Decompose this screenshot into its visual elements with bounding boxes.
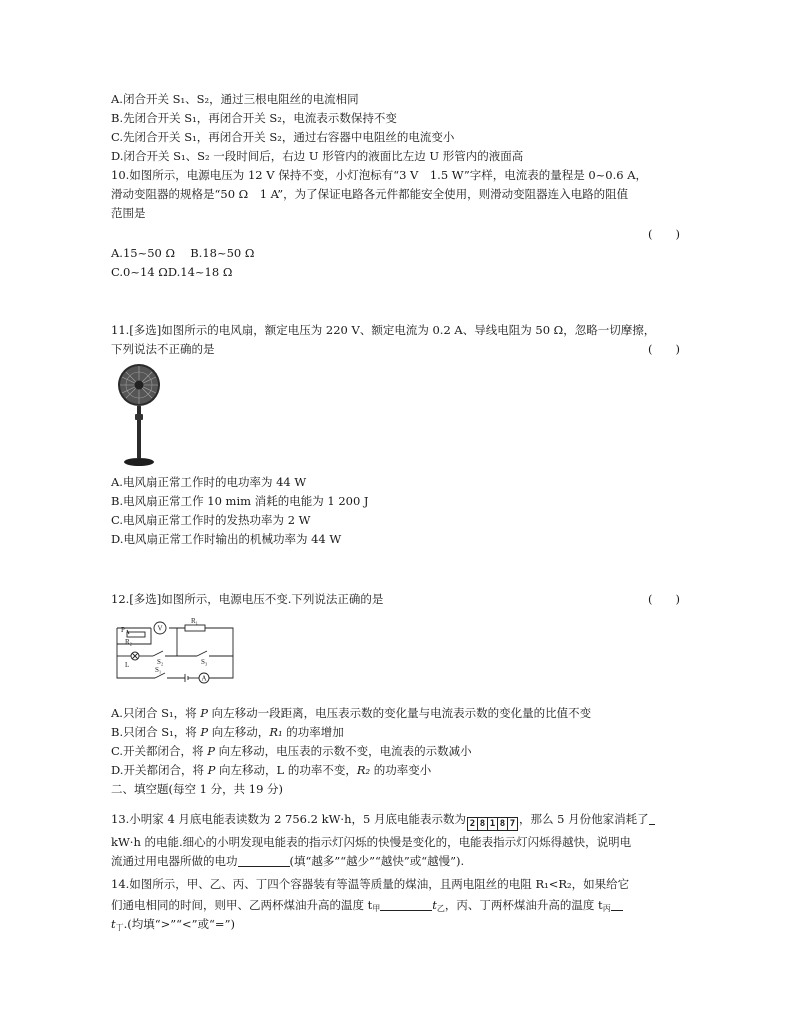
q11-option-b: B.电风扇正常工作 10 mim 消耗的电能为 1 200 J [111, 494, 369, 508]
q9-option-d: D.闭合开关 S₁、S₂ 一段时间后，右边 U 形管内的液面比左边 U 形管内的液面高 [111, 149, 524, 163]
section-fill-in-title: 二、填空题(每空 1 分，共 19 分) [111, 782, 284, 796]
q13-stem-line2: kW·h 的电能.细心的小明发现电能表的指示灯闪烁的快慢是变化的，电能表指示灯闪烁得越快，说明电 [111, 835, 632, 849]
q14-stem-line3: $t_丁$.(均填“>”“<”或“=”) [111, 917, 235, 932]
q11-answer-paren: ( ) [648, 342, 680, 356]
r2-label: R₂ [125, 638, 133, 646]
q12-option-d: D.开关都闭合，将 P 向左移动，L 的功率不变，R₂ 的功率变小 [111, 763, 432, 777]
q11-stem-line1: 11.[多选]如图所示的电风扇，额定电压为 220 V、额定电流为 0.2 A、导线电阻为 50 Ω，忽略一切摩擦， [111, 323, 656, 337]
q13-stem-line1: 13.小明家 4 月底电能表读数为 2 756.2 kW·h，5 月底电能表示数为 2 8 1 8 7 ，那么 5 月份他家消耗了 [111, 810, 655, 831]
lamp-l-label: L [125, 661, 130, 669]
slider-p-label: P [121, 626, 125, 634]
switch-s1-label: S₁ [155, 666, 162, 674]
q12-option-a: A.只闭合 S₁，将 P 向左移动一段距离，电压表示数的变化量与电流表示数的变化量的比值不变 [111, 706, 592, 720]
q14-stem-line2: 们通电相同的时间，则甲、乙两杯煤油升高的温度 $t_甲$ $t_乙$，丙、丁两杯煤油升高的温度 $t_丙$ [111, 896, 623, 914]
switch-s2-label: S₂ [157, 658, 164, 666]
q13-blank-1[interactable] [649, 812, 655, 825]
ammeter-label: A [201, 674, 207, 683]
circuit-diagram [111, 614, 237, 694]
q10-stem-line1: 10.如图所示，电源电压为 12 V 保持不变，小灯泡标有“3 V 1.5 W”字样，电流表的量程是 0~0.6 A， [111, 168, 648, 182]
q12-option-b: B.只闭合 S₁，将 P 向左移动，R₁ 的功率增加 [111, 725, 344, 739]
q10-options-cd: C.0~14 ΩD.14~18 Ω [111, 265, 233, 279]
q9-option-b: B.先闭合开关 S₁，再闭合开关 S₂，电流表示数保持不变 [111, 111, 397, 125]
r1-label: R₁ [191, 617, 199, 625]
meter-reading-display: 2 8 1 8 7 [467, 817, 518, 831]
q13-stem-line3: 流通过用电器所做的电功 (填“越多”“越少”“越快”或“越慢”). [111, 854, 465, 868]
electric-fan-image [111, 362, 167, 468]
q11-option-d: D.电风扇正常工作时输出的机械功率为 44 W [111, 532, 342, 546]
q10-stem-line2: 滑动变阻器的规格是“50 Ω 1 A”，为了保证电路各元件都能安全使用，则滑动变阻器连入电路的阻值 [111, 187, 629, 201]
q14-blank-2[interactable] [611, 898, 623, 911]
q12-stem: 12.[多选]如图所示，电源电压不变.下列说法正确的是 [111, 592, 384, 606]
q14-blank-1[interactable] [380, 898, 432, 911]
q12-answer-paren: ( ) [648, 592, 680, 606]
q11-option-c: C.电风扇正常工作时的发热功率为 2 W [111, 513, 311, 527]
q11-stem-line2: 下列说法不正确的是 [111, 342, 215, 356]
q10-answer-paren: ( ) [648, 227, 680, 241]
q13-blank-2[interactable] [238, 854, 290, 867]
q9-option-a: A.闭合开关 S₁、S₂，通过三根电阻丝的电流相同 [111, 92, 359, 106]
q11-option-a: A.电风扇正常工作时的电功率为 44 W [111, 475, 307, 489]
q14-stem-line1: 14.如图所示，甲、乙、丙、丁四个容器装有等温等质量的煤油，且两电阻丝的电阻 R₁<R₂，如果给它 [111, 877, 630, 891]
switch-s3-label: S₃ [201, 658, 208, 666]
voltmeter-label: V [157, 624, 163, 633]
q12-option-c: C.开关都闭合，将 P 向左移动，电压表的示数不变，电流表的示数减小 [111, 744, 472, 758]
q10-options-ab: A.15~50 Ω B.18~50 Ω [111, 246, 255, 260]
q9-option-c: C.先闭合开关 S₁，再闭合开关 S₂，通过右容器中电阻丝的电流变小 [111, 130, 455, 144]
q10-stem-line3: 范围是 [111, 206, 146, 220]
